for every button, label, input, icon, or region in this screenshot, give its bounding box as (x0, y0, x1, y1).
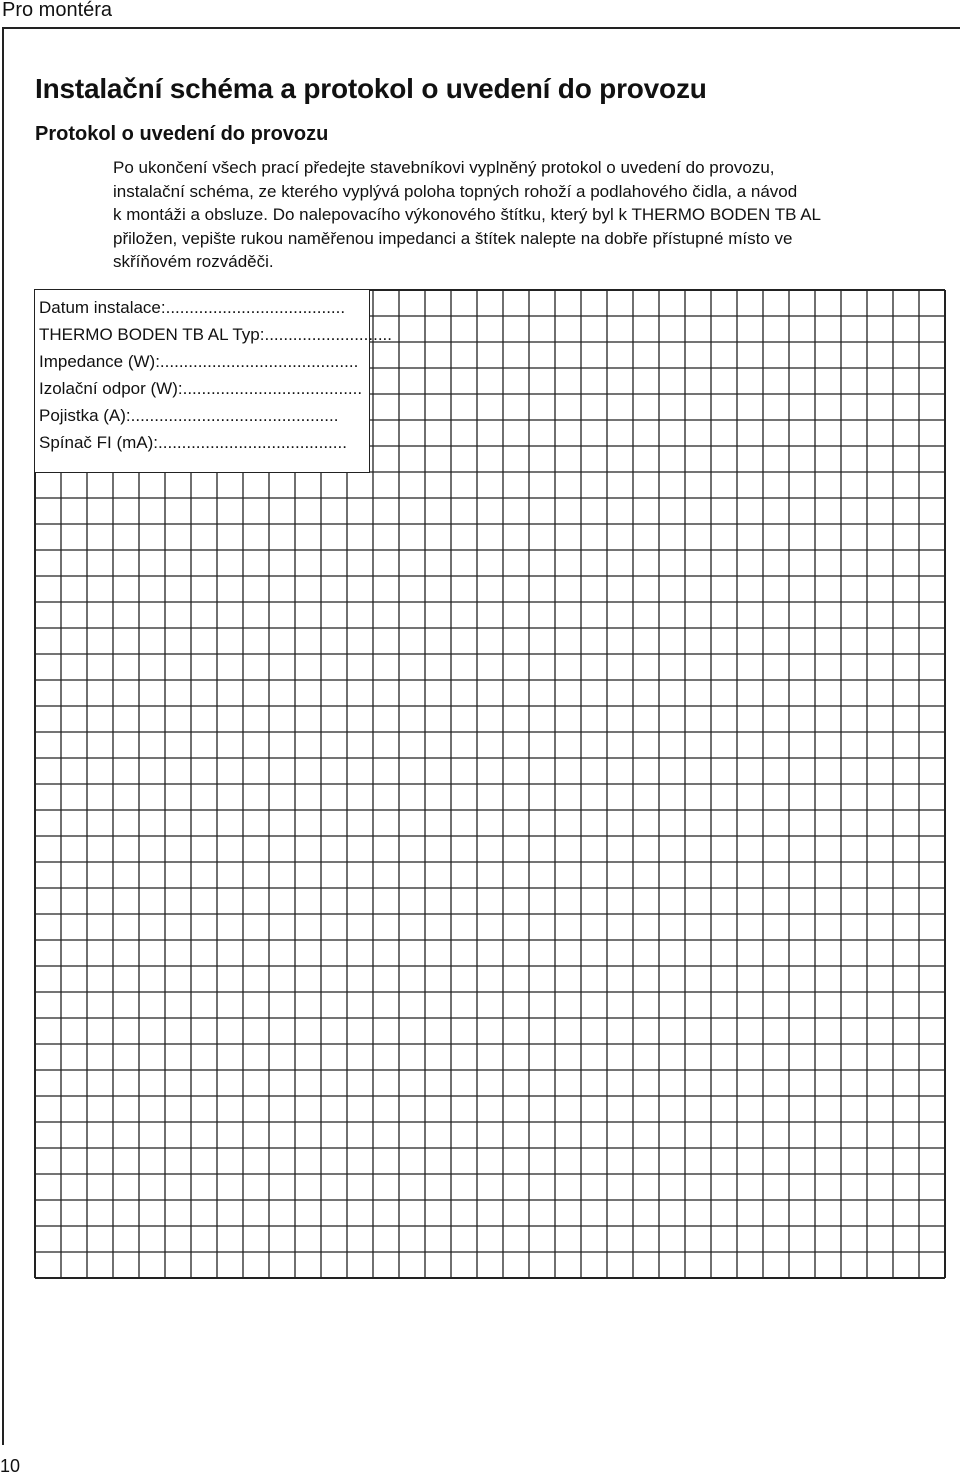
field-insulation-resistance[interactable]: Izolační odpor (W):...................................... (39, 379, 363, 398)
page-title: Instalační schéma a protokol o uvedení do provozu (35, 73, 707, 104)
field-rcd-switch[interactable]: Spínač FI (mA):........................................ (39, 433, 347, 452)
section-subtitle: Protokol o uvedení do provozu (35, 123, 329, 145)
intro-line: skříňovém rozváděči. (113, 252, 274, 271)
field-impedance[interactable]: Impedance (W):.......................................... (39, 352, 359, 371)
intro-line: instalační schéma, ze kterého vyplývá poloha topných rohoží a podlahového čidla, a návod (113, 181, 798, 201)
field-type[interactable]: THERMO BODEN TB AL Typ:........................... (39, 325, 392, 344)
intro-line: Po ukončení všech prací předejte stavebníkovi vyplněný protokol o uvedení do provozu, (113, 158, 775, 177)
section-label: Pro montéra (2, 0, 113, 21)
intro-line: k montáži a obsluze. Do nalepovacího výkonového štítku, který byl k THERMO BODEN TB AL (113, 205, 822, 224)
commissioning-form (35, 290, 392, 472)
intro-line: přiložen, vepište rukou naměřenou impedanci a štítek nalepte na dobře přístupné místo ve (113, 228, 793, 248)
field-installation-date[interactable]: Datum instalace:...................................... (39, 298, 346, 317)
page-number: 10 (0, 1456, 21, 1476)
field-fuse[interactable]: Pojistka (A):............................................ (39, 406, 339, 425)
